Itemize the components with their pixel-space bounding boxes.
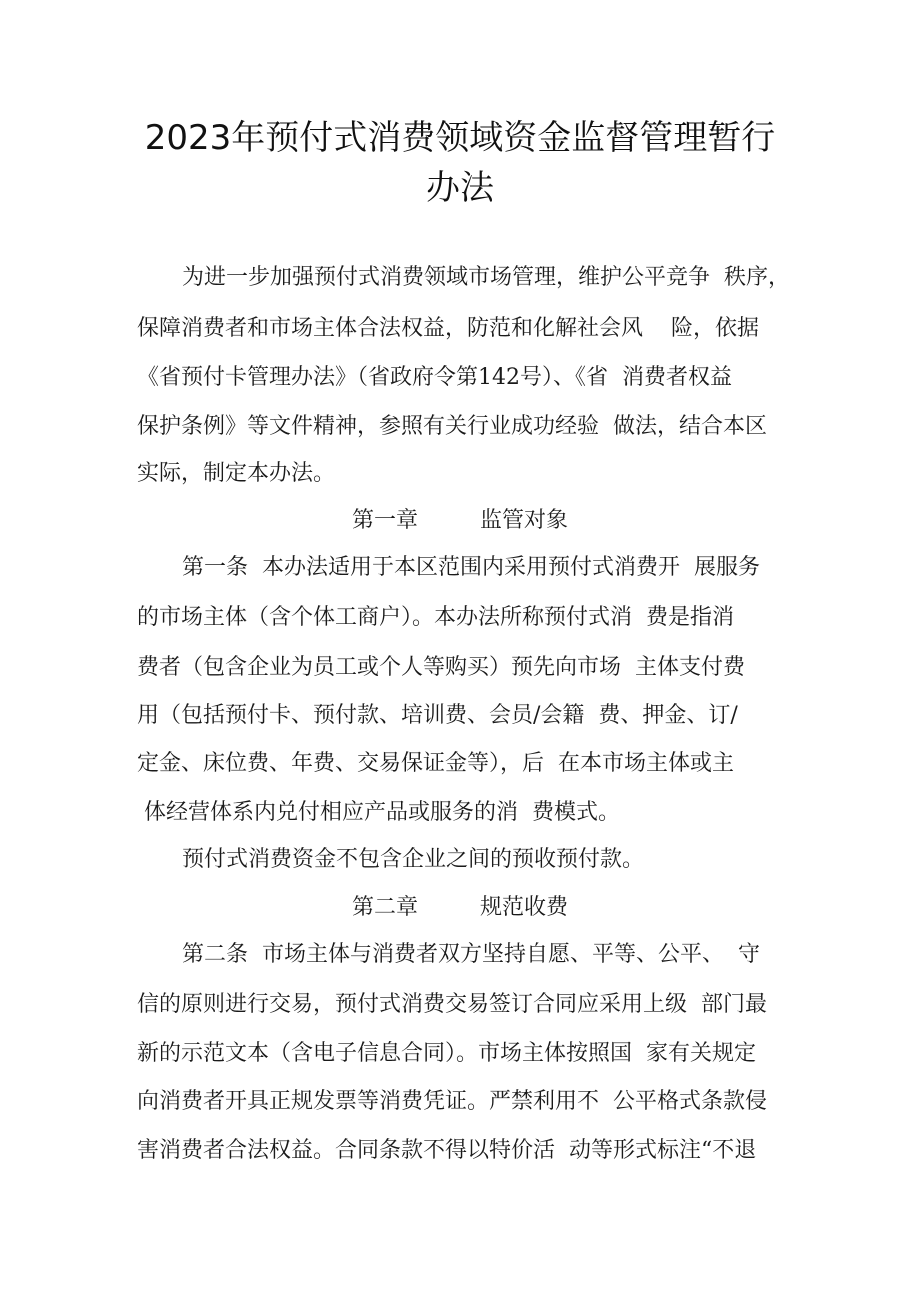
chapter-2-name: 规范收费 xyxy=(480,895,569,920)
article-1-note: 预付式消费资金不包含企业之间的预收预付款。 xyxy=(182,847,645,872)
chapter-2-heading xyxy=(0,890,920,921)
document-title-line-2: 办法 xyxy=(426,168,494,208)
preamble-line-1: 为进一步加强预付式消费领域市场管理，维护公平竞争 秩序， xyxy=(182,265,790,290)
chapter-1-heading xyxy=(0,503,920,534)
article-1-line-6: 体经营体系内兑付相应产品或服务的消 费模式。 xyxy=(137,800,620,825)
article-1-line-1: 第一条 本办法适用于本区范围内采用预付式消费开 展服务 xyxy=(182,555,760,580)
article-1-line-2: 的市场主体（含个体工商户）。本办法所称预付式消 费是指消 xyxy=(137,605,734,630)
document-title-line-1: 2023年预付式消费领域资金监督管理暂行 xyxy=(144,118,776,158)
preamble-line-5: 实际，制定本办法。 xyxy=(137,461,336,486)
chapter-1-number: 第一章 xyxy=(351,508,418,533)
article-2-line-1: 第二条 市场主体与消费者双方坚持自愿、平等、公平、 守 xyxy=(182,942,760,967)
preamble-line-4: 保护条例》等文件精神，参照有关行业成功经验 做法，结合本区 xyxy=(137,414,767,439)
article-1-line-4: 用（包括预付卡、预付款、培训费、会员/会籍 费、押金、订/ xyxy=(137,703,738,728)
article-2-line-2: 信的原则进行交易，预付式消费交易签订合同应采用上级 部门最 xyxy=(137,992,767,1017)
chapter-1-name: 监管对象 xyxy=(480,508,569,533)
article-1-line-3: 费者（包含企业为员工或个人等购买）预先向市场 主体支付费 xyxy=(137,655,745,680)
article-2-line-4: 向消费者开具正规发票等消费凭证。严禁利用不 公平格式条款侵 xyxy=(137,1089,767,1114)
preamble-line-2: 保障消费者和市场主体合法权益，防范和化解社会风 险，依据 xyxy=(137,316,759,341)
article-1-line-5: 定金、床位费、年费、交易保证金等），后 在本市场主体或主 xyxy=(137,751,734,776)
preamble-line-3: 《省预付卡管理办法》（省政府令第142号）、《省 消费者权益 xyxy=(137,365,732,390)
chapter-2-number: 第二章 xyxy=(351,895,418,920)
article-2-line-3: 新的示范文本（含电子信息合同）。市场主体按照国 家有关规定 xyxy=(137,1041,756,1066)
article-2-line-5: 害消费者合法权益。合同条款不得以特价活 动等形式标注“不退 xyxy=(137,1138,757,1163)
